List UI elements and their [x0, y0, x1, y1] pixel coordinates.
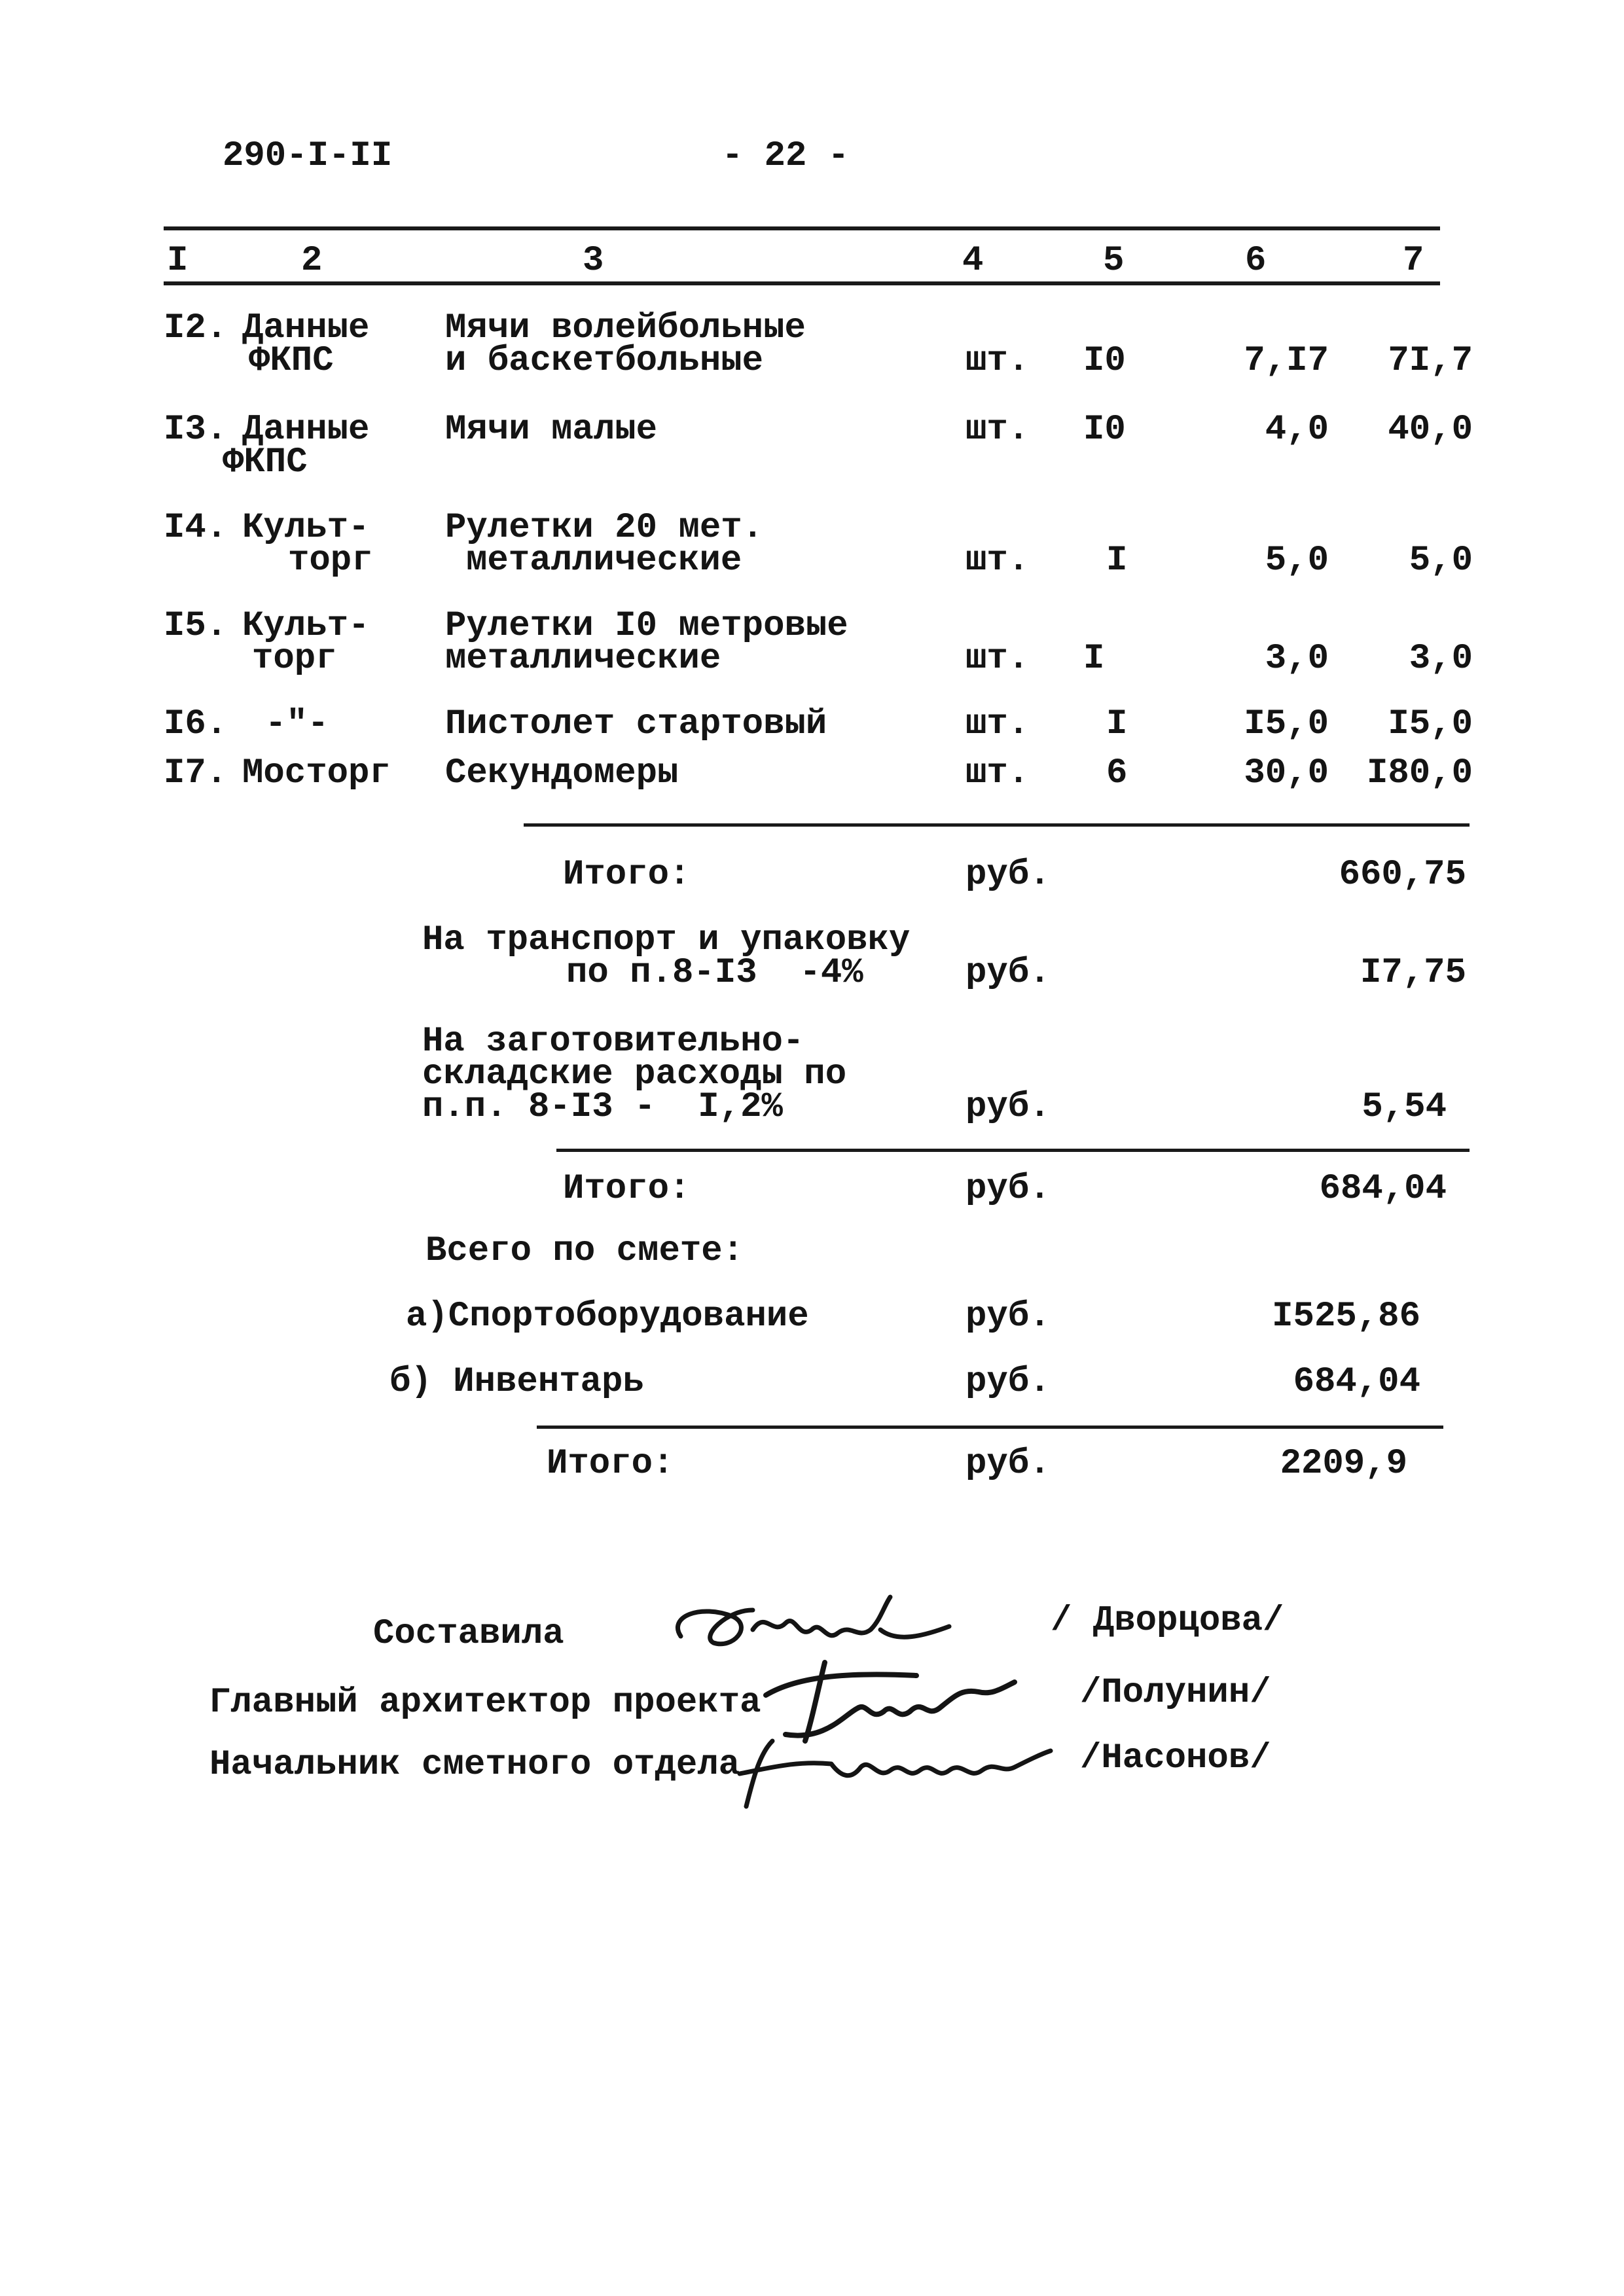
transport-label: по п.8-I3 -4% [566, 953, 863, 993]
document-code: 290-I-II [223, 136, 393, 176]
row-number: I3. [164, 410, 228, 450]
page-number: - 22 - [721, 136, 850, 176]
table-bottom-rule [524, 823, 1470, 827]
row-total: 7I,7 [1388, 341, 1473, 381]
grand-total-label: Итого: [547, 1444, 674, 1484]
row-unit: шт. [965, 639, 1030, 679]
column-header-4: 4 [962, 241, 984, 281]
column-header-5: 5 [1103, 241, 1125, 281]
subtotal-label: Итого: [563, 855, 691, 895]
row-total: 3,0 [1409, 639, 1473, 679]
subtotal-value: 684,04 [1319, 1169, 1447, 1209]
row-unit: шт. [965, 341, 1030, 381]
row-item: и баскетбольные [445, 341, 764, 381]
row-item: металлические [445, 639, 721, 679]
subtotal-rule [556, 1149, 1470, 1152]
row-qty: 6 [1106, 753, 1128, 793]
row-item: Рулетки 20 мет. [445, 508, 764, 548]
inventory-unit: руб. [965, 1362, 1051, 1402]
row-number: I2. [164, 308, 228, 348]
row-price: 30,0 [1244, 753, 1329, 793]
signatory-role: Составила [373, 1614, 564, 1654]
row-price: 3,0 [1265, 639, 1329, 679]
estimate-heading: Всего по смете: [425, 1231, 744, 1271]
signatory-role: Главный архитектор проекта [209, 1683, 761, 1723]
row-item: Рулетки I0 метровые [445, 606, 848, 646]
row-qty: I [1106, 704, 1128, 744]
row-unit: шт. [965, 410, 1030, 450]
handwritten-signature [720, 1715, 1060, 1813]
procurement-label: складские расходы по [422, 1054, 847, 1094]
equipment-unit: руб. [965, 1297, 1051, 1336]
procurement-label: п.п. 8-I3 - I,2% [422, 1087, 783, 1127]
column-header-6: 6 [1245, 241, 1267, 281]
inventory-label: б) Инвентарь [389, 1362, 644, 1402]
row-item: Секундомеры [445, 753, 679, 793]
transport-unit: руб. [965, 953, 1051, 993]
signatory-name: / Дворцова/ [1051, 1601, 1284, 1641]
transport-label: На транспорт и упаковку [422, 920, 911, 960]
top-rule [164, 226, 1440, 230]
subtotal-unit: руб. [965, 1169, 1051, 1209]
subtotal-label: Итого: [563, 1169, 691, 1209]
row-item: Мячи волейбольные [445, 308, 806, 348]
equipment-value: I525,86 [1272, 1297, 1420, 1336]
row-number: I4. [164, 508, 228, 548]
grand-total-rule [537, 1426, 1443, 1429]
column-header-1: I [167, 241, 189, 281]
row-source: Данные [242, 308, 370, 348]
row-source: Культ- [242, 606, 370, 646]
transport-value: I7,75 [1360, 953, 1466, 993]
row-source: -"- [265, 704, 329, 744]
row-qty: I [1083, 639, 1105, 679]
row-item: металлические [466, 541, 742, 581]
signatory-name: /Полунин/ [1080, 1673, 1271, 1713]
row-qty: I [1106, 541, 1128, 581]
row-price: 7,I7 [1244, 341, 1329, 381]
row-total: 40,0 [1388, 410, 1473, 450]
row-unit: шт. [965, 753, 1030, 793]
row-number: I7. [164, 753, 228, 793]
row-total: I80,0 [1366, 753, 1473, 793]
row-price: 4,0 [1265, 410, 1329, 450]
procurement-unit: руб. [965, 1087, 1051, 1127]
signatory-name: /Насонов/ [1080, 1738, 1271, 1778]
row-item: Мячи малые [445, 410, 658, 450]
row-price: 5,0 [1265, 541, 1329, 581]
row-source: Культ- [242, 508, 370, 548]
header-rule [164, 281, 1440, 285]
row-qty: I0 [1083, 410, 1126, 450]
row-source: Данные [242, 410, 370, 450]
column-header-2: 2 [301, 241, 323, 281]
row-item: Пистолет стартовый [445, 704, 827, 744]
subtotal-value: 660,75 [1339, 855, 1466, 895]
row-source: ФКПС [223, 442, 308, 482]
row-source: ФКПС [249, 341, 334, 381]
signatory-role: Начальник сметного отдела [209, 1745, 740, 1785]
row-price: I5,0 [1244, 704, 1329, 744]
column-header-7: 7 [1403, 241, 1424, 281]
row-number: I6. [164, 704, 228, 744]
procurement-label: На заготовительно- [422, 1022, 804, 1062]
row-unit: шт. [965, 541, 1030, 581]
row-unit: шт. [965, 704, 1030, 744]
column-header-3: 3 [583, 241, 604, 281]
row-source: Мосторг [242, 753, 391, 793]
row-total: 5,0 [1409, 541, 1473, 581]
grand-total-unit: руб. [965, 1444, 1051, 1484]
row-qty: I0 [1083, 341, 1126, 381]
row-source: торг [252, 639, 337, 679]
subtotal-unit: руб. [965, 855, 1051, 895]
equipment-label: а)Спортоборудование [406, 1297, 809, 1336]
grand-total-value: 2209,9 [1280, 1444, 1407, 1484]
row-total: I5,0 [1388, 704, 1473, 744]
row-source: торг [288, 541, 373, 581]
row-number: I5. [164, 606, 228, 646]
inventory-value: 684,04 [1293, 1362, 1420, 1402]
procurement-value: 5,54 [1362, 1087, 1447, 1127]
